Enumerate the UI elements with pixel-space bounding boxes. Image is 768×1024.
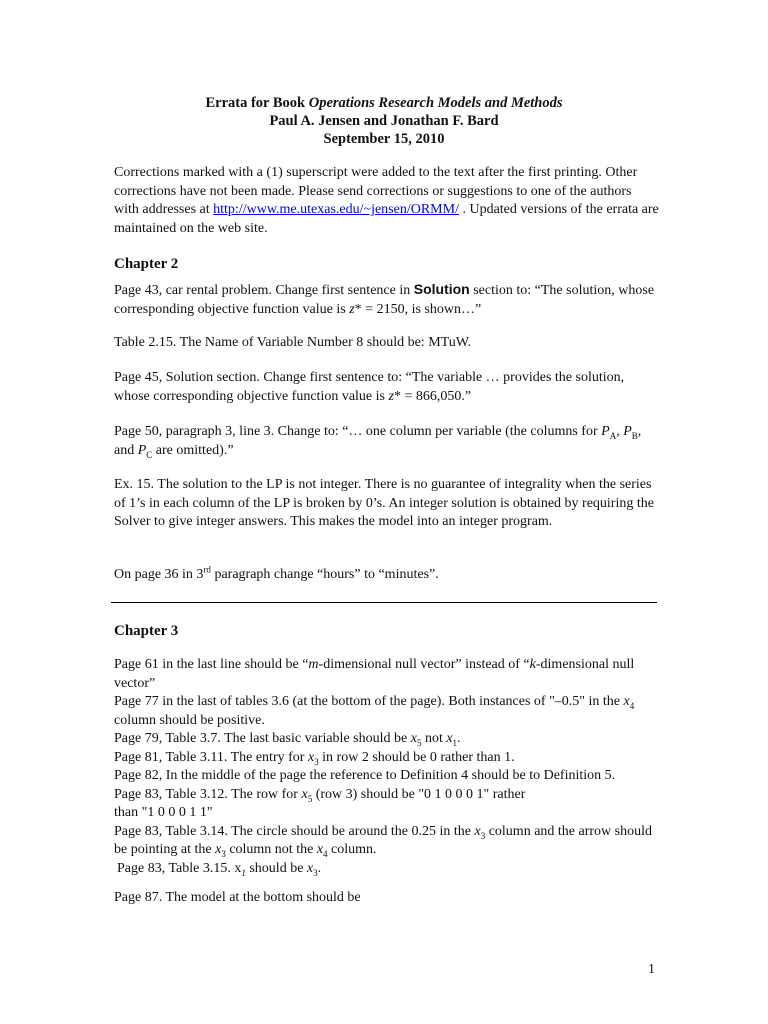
document-title [0, 94, 768, 148]
errata-item: Page 77 in the last of tables 3.6 (at the bottom of the page). Both instances of "–0.5" in the $x_4$ column should be positive. [114, 694, 635, 728]
errata-item: Page 45, Solution section. Change first sentence to: “The variable … provides the solution, whose corresponding objective function value is z* = 866,050.” [114, 370, 625, 404]
chapter-3-list [114, 656, 659, 878]
chapter-2-heading: Chapter 2 [114, 256, 179, 272]
errata-item: On page 36 in 3rd paragraph change “hours” to “minutes”. [114, 564, 439, 582]
errata-item: Page 61 in the last line should be “m-dimensional null vector” instead of “k-dimensional null vector” [114, 657, 635, 691]
title-line: Errata for Book Operations Research Models and Methods [205, 95, 563, 111]
ormm-link[interactable]: http://www.me.utexas.edu/~jensen/ORMM/ [213, 202, 459, 217]
errata-item: Page 87. The model at the bottom should be [114, 890, 361, 905]
errata-item: Page 83, Table 3.14. The circle should be around the 0.25 in the $x_3$ column and the arrow should be pointing at the $x_3$ column not the $x_4$ column. [114, 823, 652, 859]
book-title: Operations Research Models and Methods [308, 95, 563, 111]
section-divider [111, 602, 657, 603]
errata-item: Ex. 15. The solution to the LP is not integer. There is no guarantee of integrality when the series of 1’s in each column of the LP is broken by 0’s. An integer solution is obtained by requiring the Solver to give integer answers. This makes the model into an integer program. [114, 477, 654, 529]
errata-item: Page 81, Table 3.11. The entry for $x_3$ in row 2 should be 0 rather than 1. [114, 749, 515, 767]
date: September 15, 2010 [323, 131, 445, 147]
errata-item: Page 43, car rental problem. Change first sentence in Solution section to: “The solution, whose corresponding objective function value is z* = 2150, is shown…” [114, 281, 655, 317]
errata-item: Page 79, Table 3.7. The last basic variable should be $x_5$ not $x_1$. [114, 731, 461, 748]
errata-item: Page 50, paragraph 3, line 3. Change to: “… one column per variable (the columns for $P_A$, $P_B$, and $P_C$ are omitted).” [114, 424, 642, 460]
authors: Paul A. Jensen and Jonathan F. Bard [269, 113, 499, 129]
errata-item: Page 83, Table 3.12. The row for $x_5$ (row 3) should be "0 1 0 0 0 1" rather than "1 0 0 0 1 1" [114, 786, 526, 820]
errata-item: Page 83, Table 3.15. $x_1$ should be $x_3$. [117, 860, 322, 878]
intro-paragraph: Corrections marked with a (1) superscript were added to the text after the first printing. Other corrections have not been made. Please send corrections or suggestions to one of the authors with addresses at http://www.me.utexas.edu/~jensen/ORMM/ . Updated versions of the errata are maintained on the web site. [114, 165, 659, 236]
errata-item: Page 82, In the middle of the page the reference to Definition 4 should be to Definition 5. [114, 768, 616, 783]
chapter-3-heading: Chapter 3 [114, 623, 179, 639]
page-number: 1 [648, 962, 655, 977]
errata-item: Table 2.15. The Name of Variable Number 8 should be: MTuW. [114, 335, 472, 350]
